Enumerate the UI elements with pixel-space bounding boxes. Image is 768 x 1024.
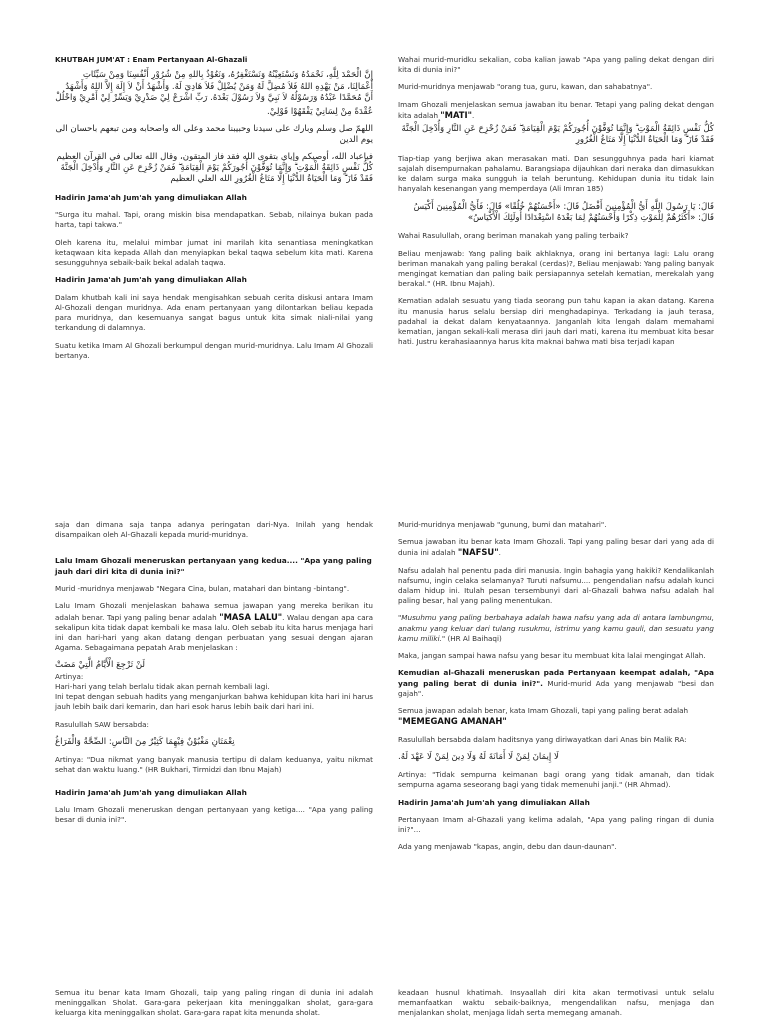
paragraph: "Surga itu mahal. Tapi, orang miskin bisa mendapatkan. Sebab, nilainya bukan pada harta, tapi takwa." xyxy=(55,210,373,230)
arabic-opening: إِنَّ الْحَمْدَ لِلَّهِ، نَحْمَدُهُ وَنَسْتَعِيْنُهُ وَنَسْتَغْفِرُهُ، وَنَعُوْذُ بِاللهِ مِنْ شُرُوْرِ أَنْفُسِنَا وَمِنْ سَيِّئَاتِ أَعْمَالِنَا، مَنْ يَهْدِهِ اللهُ فَلاَ مُضِلَّ لَهُ وَمَنْ يُضْلِلْ فَلاَ هَادِيَ لَهُ. وَأَشْهَدُ أَنْ لاَ إِلَهَ إِلاَّ اللهُ وَأَشْهَدُ أَنَّ مُحَمَّدًا عَبْدُهُ وَرَسُوْلُهُ لاَ نَبِيَّ وَلاَ رَسُوْلَ بَعْدَهُ. رَبِّ اشْرَحْ لِيْ صَدْرِيْ وَيَسِّرْ لِيْ أَمْرِيْ وَاحْلُلْ xyxy=(55,70,373,104)
paragraph: Pertanyaan Imam al-Ghazali yang kelima adalah, "Apa yang paling ringan di dunia ini?"... xyxy=(398,815,714,835)
paragraph: Maka, jangan sampai hawa nafsu yang besar itu membuat kita lalai mengingat Allah. xyxy=(398,651,706,661)
section-heading: Kemudian al-Ghazali meneruskan pada Pertanyaan keempat adalah, "Apa yang paling berat di dunia ini?". xyxy=(398,668,714,688)
page-2-left-column xyxy=(55,520,373,825)
emphasis-mati: "MATI" xyxy=(440,109,473,120)
arabic-salawat: اللهمّ صل وسلم وبارك على سيدنا وحبيبنا محمد وعلى اله واصحابه ومن تبعهم باحسان الى يوم الدين xyxy=(55,123,373,146)
section-heading: Lalu Imam Ghozali meneruskan pertanyaan yang kedua.... "Apa yang paling jauh dari diri kita di dunia ini?" xyxy=(55,556,372,576)
paragraph: Rasulullah SAW bersabda: xyxy=(55,719,149,729)
text: Semua jawapan adalah benar, kata Imam Ghozali, tapi yang paling berat adalah xyxy=(398,706,689,716)
section-heading: Hadirin Jama'ah Jum'ah yang dimuliakan Allah xyxy=(55,275,247,285)
paragraph: keadaan husnul khatimah. Insyaallah diri kita akan termotivasi untuk selalu memanfaatkan waktu sebaik-baiknya, mengendalikan nafsu, menjaga dan menjalankan sholat, menjaga lidah serta memegang amanah. xyxy=(398,988,714,1018)
paragraph: Wahai murid-muridku sekalian, coba kalian jawab "Apa yang paling dekat dengan diri kita di dunia ini?" xyxy=(398,55,714,75)
page-1-left-column xyxy=(55,55,373,361)
paragraph xyxy=(398,613,714,644)
paragraph xyxy=(398,537,714,558)
paragraph xyxy=(398,668,714,699)
section-heading: Hadirin Jama'ah Jum'ah yang dimuliakan Allah xyxy=(55,192,247,202)
paragraph: Artinya: "Dua nikmat yang banyak manusia tertipu di dalam keduanya, yaitu nikmat sehat dan waktu luang." (HR Bukhari, Tirmidzi dan Ibnu Majah) xyxy=(55,755,373,775)
paragraph: Murid-muridnya menjawab "gunung, bumi dan matahari". xyxy=(398,520,607,529)
quote-text: "Musuhmu yang paling berbahaya adalah hawa nafsu yang ada di antara lambungmu, anakmu yang keluar dari tulang rusukmu, istrimu yang kamu gauli, dan sesuatu yang kamu miliki." xyxy=(398,613,714,643)
text: Lalu Imam Ghozali menjelaskan bahawa semua jawapan yang mereka berikan itu adalah benar. Tapi yang paling benar adalah xyxy=(55,601,373,622)
page-3-left-column xyxy=(55,988,373,1019)
paragraph: Rasulullah bersabda dalam haditsnya yang diriwayatkan dari Anas bin Malik RA: xyxy=(398,734,687,744)
document-page-1 xyxy=(0,0,768,500)
paragraph xyxy=(398,706,714,727)
paragraph: Wahai Rasulullah, orang beriman manakah yang paling terbaik? xyxy=(398,231,629,241)
paragraph: Lalu Imam Ghozali meneruskan dengan pertanyaan yang ketiga.... "Apa yang paling besar di dunia ini?". xyxy=(55,805,373,825)
emphasis-nafsu: "NAFSU" xyxy=(457,547,499,558)
text: Semua jawaban itu benar kata Imam Ghozali. Tapi yang paling besar dari yang ada di dunia ini adalah xyxy=(398,537,714,558)
paragraph: Oleh karena itu, melalui mimbar jumat ini marilah kita senantiasa meningkatkan ketaqwaan kita kepada Allah dan menyiapkan bekal taqwa sebelum kita mati. Karena sesungguhnya sebaik-baik bekal adalah taqwa. xyxy=(55,237,373,268)
text: . Walau dengan apa cara sekalipun kita tidak dapat kembali ke masa lalu. Oleh sebab itu kita harus menjaga hari ini dan hari-hari yang akan datang dengan perbuatan yang sesuai dengan ajaran Agama. Sebagaimana pepatah Arab menjelaskan : xyxy=(55,612,373,653)
page-1-right-column xyxy=(398,55,714,347)
document-page-3 xyxy=(0,970,768,1024)
arabic-proverb: لَنْ تَرْجِعَ الْأَيَّامُ الَّتِيْ مَضَتْ xyxy=(55,660,145,671)
text: . xyxy=(472,110,475,120)
paragraph: Ini tepat dengan sebuah hadits yang menganjurkan bahwa kehidupan kita hari ini harus jauh lebih baik dari kemarin, dan hari esok harus lebih baik dari hari ini. xyxy=(55,692,373,712)
paragraph: Murid -muridnya menjawab "Negara Cina, bulan, matahari dan bintang -bintang". xyxy=(55,584,350,594)
paragraph: Dalam khutbah kali ini saya hendak mengisahkan sebuah cerita diskusi antara Imam Al-Ghozali dengan muridnya. Ada enam pertanyaan yang dilontarkan beliau kepada para muridnya, dan kesemuanya sangat bagus untuk kita simak niali-nilai yang terkandung di dalamnya. xyxy=(55,292,373,333)
text: Murid-murid Ada yang menjawab "besi dan gajah". xyxy=(398,678,714,699)
paragraph: Tiap-tiap yang berjiwa akan merasakan mati. Dan sesungguhnya pada hari kiamat sajalah disempurnakan pahalamu. Barangsiapa dijauhkan dari neraka dan dimasukkan ke dalam surga maka sungguh ia telah beruntung. Kehidupan dunia itu tidak lain hanyalah kesenangan yang memperdaya (Ali Imran 185) xyxy=(398,153,714,194)
document-page-2 xyxy=(0,500,768,970)
paragraph: Ada yang menjawab "kapas, angin, debu dan daun-daunan". xyxy=(398,842,617,852)
arabic-hadith: نِعْمَتَانِ مَغْبُوْنٌ فِيْهِمَا كَثِيْرٌ مِنَ النَّاسِ: الصِّحَّةُ وَالْفَرَاغُ xyxy=(55,736,235,747)
paragraph xyxy=(55,601,373,653)
arabic-hadith: لَا إِيمَانَ لِمَنْ لَا أَمَانَةَ لَهُ وَلَا دِينَ لِمَنْ لَا عَهْدَ لَهُ. xyxy=(398,751,559,762)
paragraph: Murid-muridnya menjawab "orang tua, guru, kawan, dan sahabatnya". xyxy=(398,82,653,92)
arabic-ayah: كُلُّ نَفْسٍ ذَائِقَةُ الْمَوْتِ ۗ وَإِنَّمَا تُوَفَّوْنَ أُجُورَكُمْ يَوْمَ الْقِيَامَةِ ۖ فَمَنْ زُحْزِحَ عَنِ النَّارِ وَأُدْخِلَ الْجَنَّةَ فَقَدْ فَازَ ۗ وَمَا الْحَيَاةُ الدُّنْيَا إِلَّا مَتَاعُ الْغُرُورِ xyxy=(401,124,714,146)
document-title: KHUTBAH JUM'AT : Enam Pertanyaan Al-Ghazali xyxy=(55,55,248,64)
paragraph: Suatu ketika Imam Al Ghozali berkumpul dengan murid-muridnya. Lalu Imam Al Ghozali bertanya. xyxy=(55,340,373,360)
paragraph: Artinya: "Tidak sempurna keimanan bagi orang yang tidak amanah, dan tidak sempurna agama seseorang bagi yang tidak memenuhi janji." (HR Ahmad). xyxy=(398,770,714,790)
emphasis-masa-lalu: "MASA LALU" xyxy=(219,611,283,622)
paragraph: Nafsu adalah hal penentu pada diri manusia. Ingin bahagia yang hakiki? Kendalikanlah nafsumu, ingin celaka selamanya? Turuti nafsumu.... pengendalian nafsu adalah kunci dalam hidup ini. Itulah pesan tersembunyi dari al-Ghazali bahwa nafsu adalah hal paling besar, hal yang paling menentukan. xyxy=(398,565,714,606)
page-3-right-column xyxy=(398,988,714,1019)
paragraph: Semua itu benar kata Imam Ghozali, taip yang paling ringan di dunia ini adalah meninggalkan Sholat. Gara-gara pekerjaan kita meninggalkan sholat, gara-gara keluarga kita meninggalkan sholat. Gara-gara rapat kita menunda sholat. xyxy=(55,988,373,1018)
quote-source: (HR Al Baihaqi) xyxy=(445,633,502,643)
paragraph: saja dan dimana saja tanpa adanya peringatan dari-Nya. Inilah yang hendak disampaikan oleh Al-Ghazali kepada murid-muridnya. xyxy=(55,520,373,540)
paragraph: Beliau menjawab: Yang paling baik akhlaknya, orang ini bertanya lagi: Lalu orang beriman manakah yang paling berakal (cerdas)?, Beliau menjawab: Yang paling banyak mengingat kematian dan paling baik persiapannya setelah kematian, merekalah yang berakal." (HR. Ibnu Majah). xyxy=(398,248,714,289)
page-2-right-column xyxy=(398,520,714,853)
arabic-wasiat: فياعباد الله، أوصيكم وإياي بتقوى الله فقد فاز المتقون، وقال الله تعالى في القرآن العظيم كُلُّ نَفْسٍ ذَائِقَةُ الْمَوْتِ ۗ وَإِنَّمَا تُوَفَّوْنَ أُجُورَكُمْ يَوْمَ الْقِيَامَةِ ۖ فَمَنْ زُحْزِحَ عَنِ النَّارِ وَأُدْخِلَ الْجَنَّةَ فَقَدْ فَازَ ۗ وَمَا الْحَيَاةُ الدُّنْيَا إِلَّا مَتَاعُ الْغُرُورِ الله العلي العظيم xyxy=(56,151,373,185)
paragraph xyxy=(398,100,714,121)
emphasis-memegang-amanah: "MEMEGANG AMANAH" xyxy=(398,716,507,727)
section-heading: Hadirin Jama'ah Jum'ah yang dimuliakan Allah xyxy=(55,787,247,797)
artinya-label: Artinya: xyxy=(55,671,84,681)
arabic-hadith: قَالَ: يَا رَسُولَ اللَّهِ أَيُّ الْمُؤْمِنِينَ أَفْضَلُ قَالَ: «أَحْسَنُهُمْ خُلُقًا» قَالَ: فَأَيُّ الْمُؤْمِنِينَ أَكْيَسُ قَالَ: «أَكْثَرُهُمْ لِلْمَوْتِ ذِكْرًا وَأَحْسَنُهُمْ لِمَا بَعْدَهُ اسْتِعْدَادًا أُولَئِكَ الْأَكْيَاسُ» xyxy=(413,201,714,224)
section-heading: Hadirin Jama'ah Jum'ah yang dimuliakan Allah xyxy=(398,797,590,807)
text: . xyxy=(498,548,501,558)
paragraph: Kematian adalah sesuatu yang tiada seorang pun tahu kapan ia akan datang. Karena itu manusia harus selalu bersiap diri menghadapinya. Terkadang ia jauh terasa, padahal ia dekat dalam kenyataannya. Janganlah kita lengah dalam memahami kematian, jangan sekali-kali merasa diri jauh dari mati, karena itu membuat kita besar hati. Justru kerahasiaannya harus kita maknai bahwa mati bisa terjadi kapan xyxy=(398,296,714,347)
artinya-text: Hari-hari yang telah berlalu tidak akan pernah kembali lagi. xyxy=(55,682,270,692)
arabic-opening-line-2: عُقْدَةً مِنْ لِسَانِيْ يَفْقَهُوْا قَوْلِيْ. xyxy=(267,107,373,118)
text: Imam Ghozali menjelaskan semua jawaban itu benar. Tetapi yang paling dekat dengan kita adalah xyxy=(398,99,714,120)
